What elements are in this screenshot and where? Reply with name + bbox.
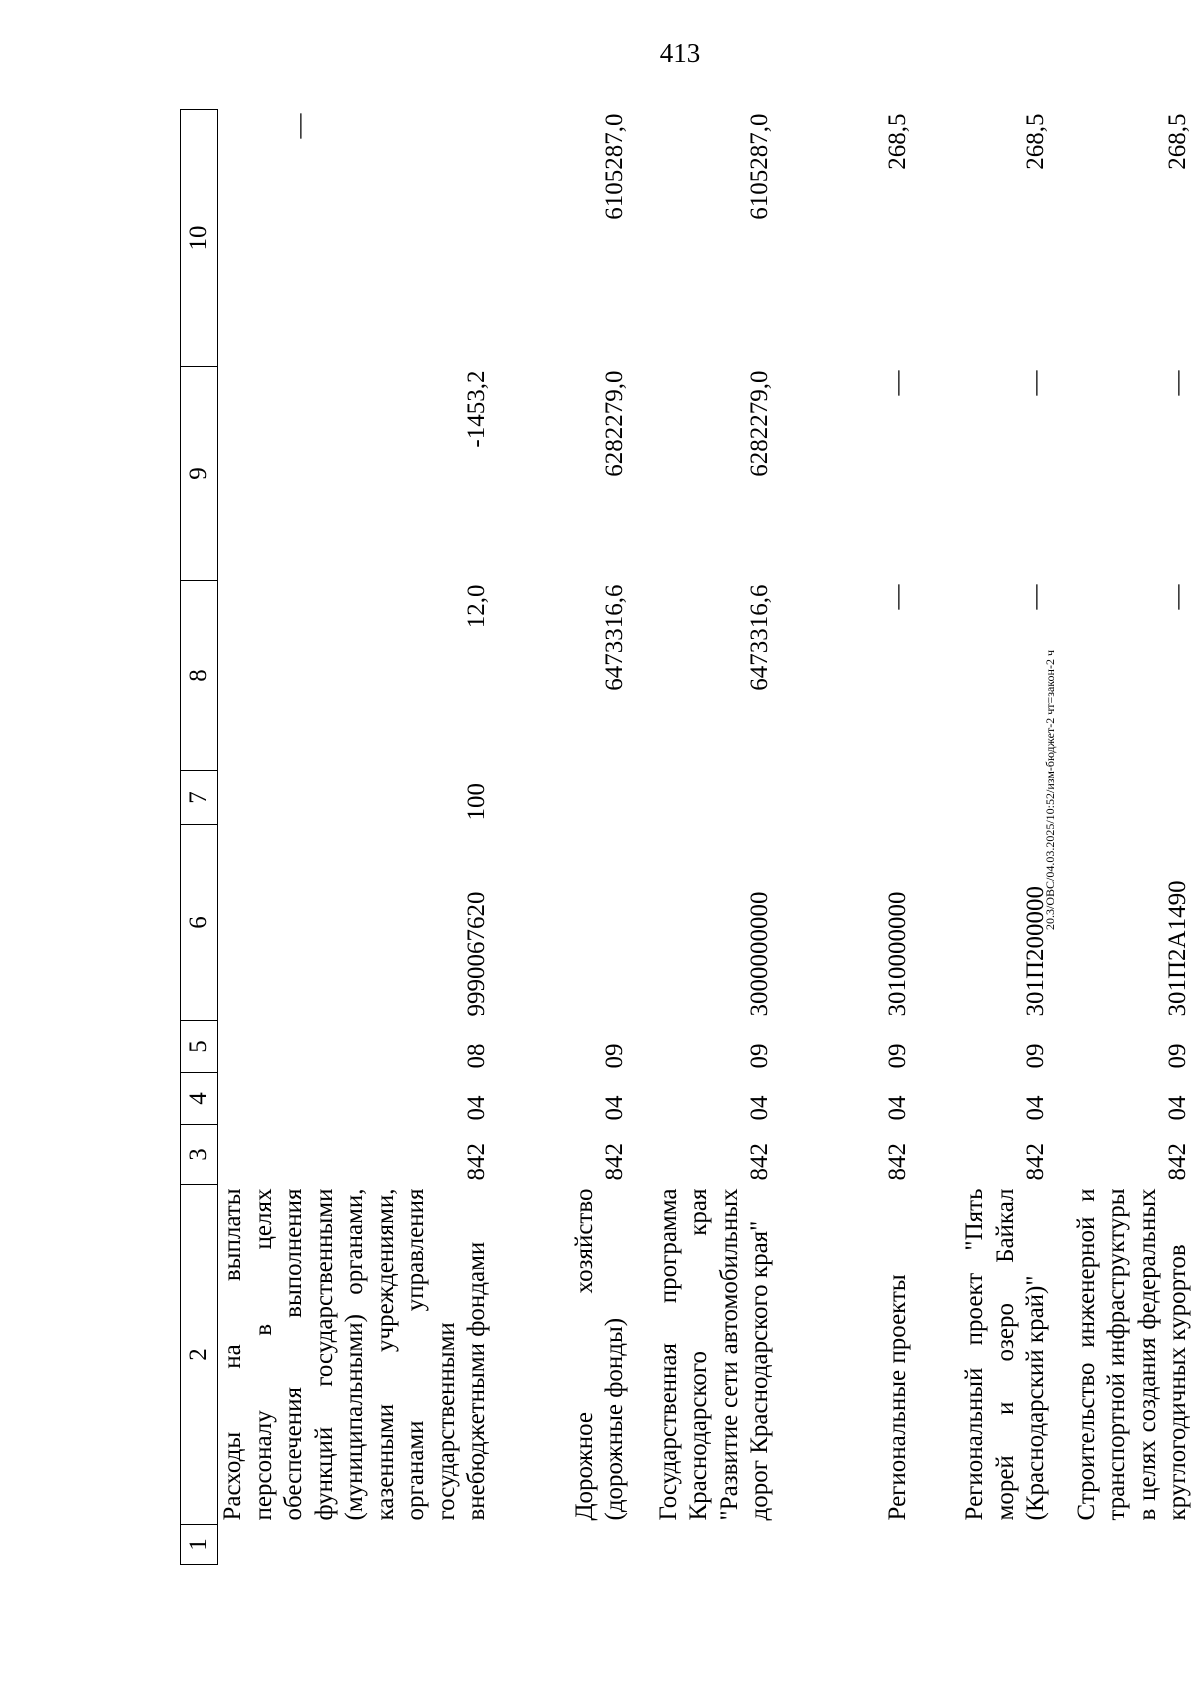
cell-c4: 04 bbox=[1164, 1095, 1191, 1121]
header-cell: 8 bbox=[181, 581, 218, 771]
cell-c6: 9990067620 bbox=[463, 891, 490, 1017]
budget-table bbox=[180, 109, 1194, 1565]
header-cell: 3 bbox=[181, 1125, 218, 1185]
cell-c8: — bbox=[1164, 584, 1191, 610]
table-row bbox=[493, 110, 631, 1565]
header-cell: 7 bbox=[181, 771, 218, 825]
cell-c7 bbox=[1052, 771, 1194, 825]
row-number bbox=[631, 1525, 776, 1565]
header-cell: 9 bbox=[181, 367, 218, 581]
cell-c9: 6282279,0 bbox=[746, 370, 773, 477]
cell-c5: 09 bbox=[1164, 1043, 1191, 1069]
cell-c9: — bbox=[1164, 370, 1191, 396]
cell-c8: — bbox=[1022, 584, 1049, 610]
cell-c3: 842 bbox=[884, 1143, 911, 1181]
header-cell: 4 bbox=[181, 1073, 218, 1125]
header-cell: 10 bbox=[181, 110, 218, 367]
cell-c8: 6473316,6 bbox=[746, 584, 773, 691]
cell-c3: 842 bbox=[463, 1143, 490, 1181]
cell-c7: 100 bbox=[463, 783, 490, 821]
row-number bbox=[1052, 1525, 1194, 1565]
cell-c10: 6105287,0 bbox=[601, 113, 628, 220]
cell-c7 bbox=[776, 771, 914, 825]
cell-c4: 04 bbox=[463, 1095, 490, 1121]
cell-c9: -1453,2 bbox=[463, 370, 490, 448]
row-name: Расходы на выплаты персоналу в целях обеспечения выполнения функций государственными (муниципальными) органами, казенными учреждениями, органами управления государственными внебюджетными фондами bbox=[219, 1188, 490, 1521]
cell-c9: 6282279,0 bbox=[601, 370, 628, 477]
document-footer-code: 20.3/ОВС/04.03.2025/10:52/изм-бюджет-2 чт=закон-2 ч bbox=[1043, 650, 1057, 930]
cell-c5: 09 bbox=[601, 1043, 628, 1069]
cell-c10: 268,5 bbox=[884, 113, 911, 170]
header-row bbox=[181, 110, 218, 1565]
header-cell: 5 bbox=[181, 1021, 218, 1073]
row-name: Дорожное хозяйство (дорожные фонды) bbox=[570, 1188, 628, 1521]
cell-c6: 301П200000 bbox=[1022, 885, 1049, 1017]
table-row bbox=[776, 110, 914, 1565]
cell-c6: 3010000000 bbox=[884, 891, 911, 1017]
row-name: Региональный проект "Пять морей и озеро Байкал (Краснодарский край)" bbox=[961, 1188, 1049, 1521]
cell-c7 bbox=[631, 771, 776, 825]
cell-c8: — bbox=[884, 584, 911, 610]
cell-c4: 04 bbox=[601, 1095, 628, 1121]
rotated-table-container bbox=[180, 110, 1191, 1565]
cell-c6: 301П2А1490 bbox=[1164, 880, 1191, 1017]
cell-c5: 08 bbox=[463, 1043, 490, 1069]
row-number bbox=[914, 1525, 1052, 1565]
cell-c3: 842 bbox=[1022, 1143, 1049, 1181]
row-name: Региональные проекты bbox=[884, 1274, 911, 1521]
cell-c7 bbox=[914, 771, 1052, 825]
cell-c8: 6473316,6 bbox=[601, 584, 628, 691]
row-number bbox=[776, 1525, 914, 1565]
cell-c10: — bbox=[286, 113, 313, 139]
cell-c3: 842 bbox=[601, 1143, 628, 1181]
page-number: 413 bbox=[659, 38, 701, 68]
table-row bbox=[631, 110, 776, 1565]
cell-c5: 09 bbox=[884, 1043, 911, 1069]
cell-c9: — bbox=[884, 370, 911, 396]
row-name: Строительство инженерной и транспортной инфраструктуры в целях создания федеральных круглогодичных курортов bbox=[1072, 1188, 1191, 1521]
cell-c3: 842 bbox=[1164, 1143, 1191, 1181]
header-cell: 1 bbox=[181, 1525, 218, 1565]
cell-c5: 09 bbox=[1022, 1043, 1049, 1069]
cell-c10: 268,5 bbox=[1164, 113, 1191, 170]
cell-c3: 842 bbox=[746, 1143, 773, 1181]
header-cell: 6 bbox=[181, 825, 218, 1021]
cell-c4: 04 bbox=[884, 1095, 911, 1121]
cell-c6: 3000000000 bbox=[746, 891, 773, 1017]
cell-c8: 12,0 bbox=[463, 584, 490, 629]
cell-c10: 268,5 bbox=[1022, 113, 1049, 170]
table-row bbox=[914, 110, 1052, 1565]
cell-c10: 6105287,0 bbox=[746, 113, 773, 220]
row-number bbox=[218, 1525, 493, 1565]
table-row bbox=[218, 110, 493, 1565]
cell-c4: 04 bbox=[746, 1095, 773, 1121]
cell-c9: — bbox=[1022, 370, 1049, 396]
header-cell: 2 bbox=[181, 1185, 218, 1525]
table-row bbox=[1052, 110, 1194, 1565]
cell-c6 bbox=[493, 825, 631, 1021]
cell-c5: 09 bbox=[746, 1043, 773, 1069]
row-name: Государственная программа Краснодарского края "Развитие сети автомобильных дорог Краснодарского края" bbox=[654, 1188, 773, 1521]
row-number bbox=[493, 1525, 631, 1565]
cell-c7 bbox=[493, 771, 631, 825]
cell-c4: 04 bbox=[1022, 1095, 1049, 1121]
